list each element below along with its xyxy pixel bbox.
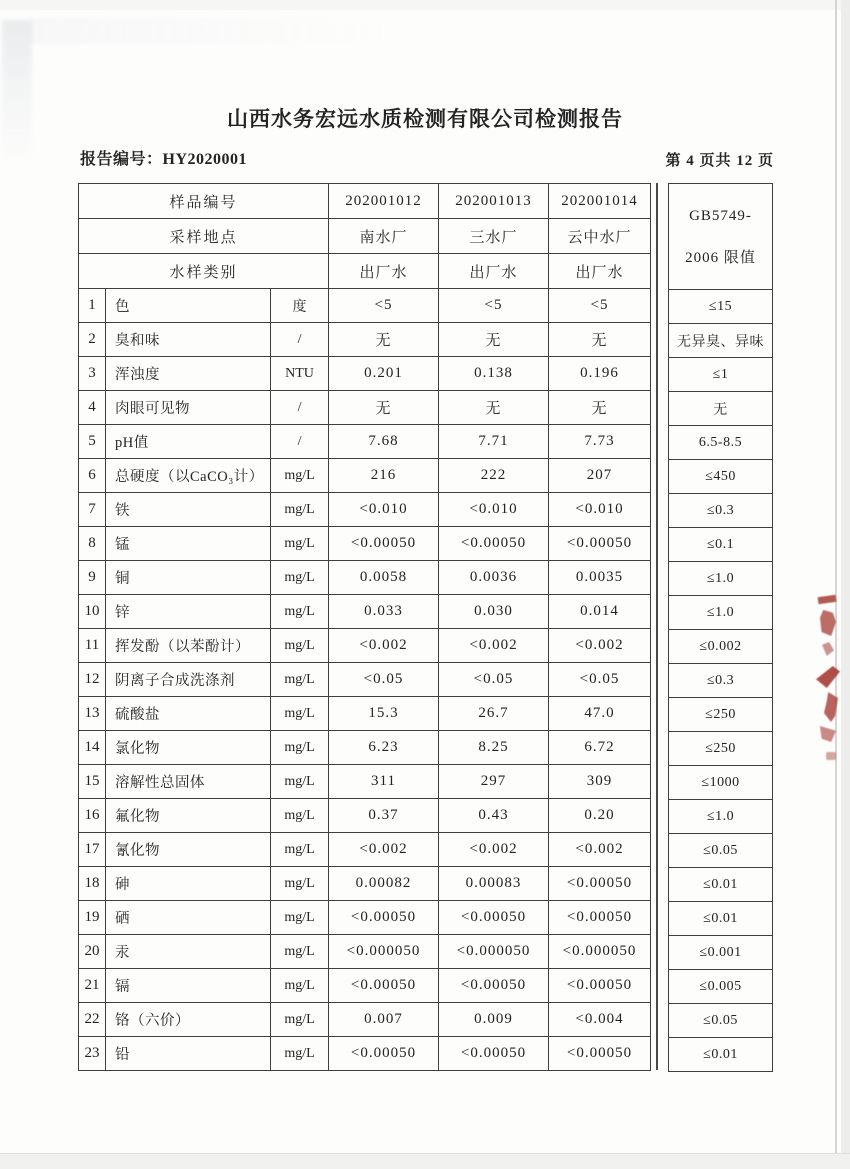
- cell-value: 8.25: [439, 731, 549, 765]
- limit-row: [669, 902, 773, 936]
- limit-row: [669, 494, 773, 528]
- cell-row-number: 9: [79, 561, 106, 595]
- table-row: [79, 1003, 651, 1037]
- cell-value: 6.72: [549, 731, 651, 765]
- table-row: [79, 595, 651, 629]
- cell-value: <0.010: [549, 493, 651, 527]
- header-value-cell: 云中水厂: [549, 219, 651, 254]
- cell-value: <0.00050: [329, 527, 439, 561]
- cell-value: 26.7: [439, 697, 549, 731]
- header-value-cell: 三水厂: [439, 219, 549, 254]
- cell-limit: ≤250: [669, 732, 773, 766]
- limit-row: [669, 732, 773, 766]
- cell-unit: mg/L: [271, 1003, 329, 1037]
- header-value-cell: 202001012: [329, 184, 439, 219]
- cell-value: 6.23: [329, 731, 439, 765]
- cell-row-number: 2: [79, 323, 106, 357]
- limit-row: [669, 290, 773, 324]
- header-row: [79, 254, 651, 289]
- cell-value: <0.002: [549, 629, 651, 663]
- limit-header-line2: 2006 限值: [685, 249, 756, 266]
- cell-value: <0.05: [329, 663, 439, 697]
- cell-row-number: 16: [79, 799, 106, 833]
- cell-unit: mg/L: [271, 459, 329, 493]
- limit-row: [669, 426, 773, 460]
- cell-value: <0.010: [329, 493, 439, 527]
- cell-value: 0.0058: [329, 561, 439, 595]
- cell-parameter: 铁: [106, 493, 271, 527]
- table-row: [79, 425, 651, 459]
- cell-value: <0.00050: [329, 969, 439, 1003]
- table-row: [79, 901, 651, 935]
- cell-row-number: 10: [79, 595, 106, 629]
- cell-value: 7.68: [329, 425, 439, 459]
- cell-value: 0.196: [549, 357, 651, 391]
- cell-row-number: 8: [79, 527, 106, 561]
- table-row: [79, 731, 651, 765]
- table-row: [79, 799, 651, 833]
- cell-unit: mg/L: [271, 697, 329, 731]
- cell-row-number: 6: [79, 459, 106, 493]
- table-row: [79, 833, 651, 867]
- cell-value: 7.73: [549, 425, 651, 459]
- limits-table: [668, 183, 773, 1072]
- table-row: [79, 493, 651, 527]
- cell-value: <0.00050: [439, 1037, 549, 1071]
- cell-value: 0.20: [549, 799, 651, 833]
- cell-unit: /: [271, 323, 329, 357]
- cell-parameter: 锰: [106, 527, 271, 561]
- table-row: [79, 765, 651, 799]
- cell-value: <0.05: [439, 663, 549, 697]
- cell-row-number: 11: [79, 629, 106, 663]
- cell-value: <0.00050: [329, 901, 439, 935]
- cell-limit: ≤250: [669, 698, 773, 732]
- cell-value: 0.014: [549, 595, 651, 629]
- results-table: [78, 183, 651, 1071]
- cell-value: <5: [549, 289, 651, 323]
- cell-value: <0.000050: [439, 935, 549, 969]
- limits-table-body: [669, 184, 773, 1072]
- cell-row-number: 7: [79, 493, 106, 527]
- limit-row: [669, 766, 773, 800]
- cell-parameter: 镉: [106, 969, 271, 1003]
- table-row: [79, 867, 651, 901]
- cell-value: <0.00050: [329, 1037, 439, 1071]
- cell-parameter: 锌: [106, 595, 271, 629]
- table-outer-double-border: [656, 183, 658, 1070]
- cell-unit: mg/L: [271, 595, 329, 629]
- cell-value: 无: [329, 391, 439, 425]
- cell-value: <0.010: [439, 493, 549, 527]
- cell-parameter: 氰化物: [106, 833, 271, 867]
- cell-parameter: 浑浊度: [106, 357, 271, 391]
- cell-value: 0.0035: [549, 561, 651, 595]
- cell-value: 0.00083: [439, 867, 549, 901]
- cell-limit: ≤450: [669, 460, 773, 494]
- scan-artifact-right-edge: [841, 0, 850, 1169]
- cell-row-number: 12: [79, 663, 106, 697]
- cell-value: 0.0036: [439, 561, 549, 595]
- limit-row: [669, 868, 773, 902]
- cell-parameter: 色: [106, 289, 271, 323]
- cell-unit: mg/L: [271, 765, 329, 799]
- cell-unit: NTU: [271, 357, 329, 391]
- table-row: [79, 663, 651, 697]
- header-row: [79, 184, 651, 219]
- cell-limit: ≤0.01: [669, 868, 773, 902]
- cell-parameter: 氯化物: [106, 731, 271, 765]
- header-value-cell: 出厂水: [439, 254, 549, 289]
- header-value-cell: 出厂水: [549, 254, 651, 289]
- cell-value: 0.37: [329, 799, 439, 833]
- cell-limit: ≤0.005: [669, 970, 773, 1004]
- cell-parameter: 臭和味: [106, 323, 271, 357]
- cell-value: <0.000050: [329, 935, 439, 969]
- cell-limit: 无: [669, 392, 773, 426]
- cell-value: 0.030: [439, 595, 549, 629]
- header-value-cell: 202001013: [439, 184, 549, 219]
- cell-limit: 6.5-8.5: [669, 426, 773, 460]
- cell-value: <0.002: [549, 833, 651, 867]
- table-row: [79, 969, 651, 1003]
- limit-row: [669, 324, 773, 358]
- cell-value: 47.0: [549, 697, 651, 731]
- cell-value: <0.002: [329, 833, 439, 867]
- cell-row-number: 3: [79, 357, 106, 391]
- cell-value: <0.00050: [549, 901, 651, 935]
- red-seal-fragment: [810, 592, 844, 767]
- cell-limit: ≤0.01: [669, 902, 773, 936]
- table-row: [79, 935, 651, 969]
- cell-limit: ≤0.1: [669, 528, 773, 562]
- limit-row: [669, 528, 773, 562]
- header-row: [79, 219, 651, 254]
- scan-artifact-vertical-line: [835, 0, 837, 1169]
- cell-unit: mg/L: [271, 731, 329, 765]
- cell-value: <0.002: [329, 629, 439, 663]
- cell-parameter: 砷: [106, 867, 271, 901]
- table-row: [79, 697, 651, 731]
- table-row: [79, 561, 651, 595]
- cell-parameter: 氟化物: [106, 799, 271, 833]
- cell-row-number: 13: [79, 697, 106, 731]
- table-row: [79, 289, 651, 323]
- cell-unit: mg/L: [271, 901, 329, 935]
- cell-value: <0.000050: [549, 935, 651, 969]
- cell-unit: mg/L: [271, 935, 329, 969]
- cell-unit: mg/L: [271, 867, 329, 901]
- table-row: [79, 1037, 651, 1071]
- cell-limit: ≤0.01: [669, 1038, 773, 1072]
- limit-row: [669, 698, 773, 732]
- limit-row: [669, 562, 773, 596]
- cell-value: 297: [439, 765, 549, 799]
- scan-artifact-corner-smudge: [2, 20, 32, 170]
- cell-limit: ≤0.05: [669, 834, 773, 868]
- cell-value: 311: [329, 765, 439, 799]
- cell-value: <0.00050: [439, 969, 549, 1003]
- limit-row: [669, 358, 773, 392]
- cell-parameter: 肉眼可见物: [106, 391, 271, 425]
- cell-row-number: 1: [79, 289, 106, 323]
- page-indicator: 第 4 页共 12 页: [665, 153, 774, 169]
- cell-value: 无: [439, 391, 549, 425]
- cell-value: <0.00050: [549, 969, 651, 1003]
- cell-unit: mg/L: [271, 561, 329, 595]
- cell-unit: mg/L: [271, 969, 329, 1003]
- header-value-cell: 南水厂: [329, 219, 439, 254]
- report-number: 报告编号：HY2020001: [80, 151, 248, 168]
- cell-row-number: 20: [79, 935, 106, 969]
- cell-parameter: 挥发酚（以苯酚计）: [106, 629, 271, 663]
- cell-value: 无: [549, 323, 651, 357]
- cell-parameter: 铅: [106, 1037, 271, 1071]
- cell-value: <5: [329, 289, 439, 323]
- cell-limit: ≤0.3: [669, 494, 773, 528]
- cell-row-number: 17: [79, 833, 106, 867]
- table-row: [79, 391, 651, 425]
- header-value-cell: 出厂水: [329, 254, 439, 289]
- limit-row: [669, 834, 773, 868]
- cell-unit: 度: [271, 289, 329, 323]
- cell-unit: mg/L: [271, 493, 329, 527]
- table-row: [79, 459, 651, 493]
- table-row: [79, 323, 651, 357]
- cell-value: <0.00050: [549, 527, 651, 561]
- cell-value: 0.43: [439, 799, 549, 833]
- cell-value: 无: [329, 323, 439, 357]
- cell-unit: /: [271, 425, 329, 459]
- cell-value: 无: [549, 391, 651, 425]
- cell-value: 0.009: [439, 1003, 549, 1037]
- cell-parameter: pH值: [106, 425, 271, 459]
- cell-value: <0.002: [439, 833, 549, 867]
- cell-value: 216: [329, 459, 439, 493]
- table-row: [79, 527, 651, 561]
- page-title: 山西水务宏远水质检测有限公司检测报告: [227, 107, 623, 131]
- cell-value: <0.00050: [549, 1037, 651, 1071]
- cell-unit: mg/L: [271, 663, 329, 697]
- cell-value: 无: [439, 323, 549, 357]
- limit-header-line1: GB5749-: [689, 207, 752, 224]
- cell-limit: ≤0.05: [669, 1004, 773, 1038]
- cell-row-number: 14: [79, 731, 106, 765]
- cell-value: 207: [549, 459, 651, 493]
- limit-header-cell: [669, 184, 773, 290]
- cell-unit: mg/L: [271, 799, 329, 833]
- cell-value: <0.00050: [439, 901, 549, 935]
- cell-unit: mg/L: [271, 629, 329, 663]
- cell-value: 0.007: [329, 1003, 439, 1037]
- limit-row: [669, 664, 773, 698]
- cell-value: <0.004: [549, 1003, 651, 1037]
- cell-row-number: 4: [79, 391, 106, 425]
- cell-row-number: 23: [79, 1037, 106, 1071]
- table-row: [79, 629, 651, 663]
- cell-value: 0.201: [329, 357, 439, 391]
- cell-value: 15.3: [329, 697, 439, 731]
- cell-limit: ≤15: [669, 290, 773, 324]
- cell-row-number: 21: [79, 969, 106, 1003]
- cell-limit: ≤0.3: [669, 664, 773, 698]
- cell-value: 0.033: [329, 595, 439, 629]
- cell-value: 222: [439, 459, 549, 493]
- cell-value: 7.71: [439, 425, 549, 459]
- scan-artifact-top-smudge: [30, 18, 550, 44]
- limit-row: [669, 800, 773, 834]
- cell-unit: mg/L: [271, 833, 329, 867]
- limit-row: [669, 392, 773, 426]
- header-label-cell: 采样地点: [79, 219, 329, 254]
- cell-parameter: 溶解性总固体: [106, 765, 271, 799]
- cell-row-number: 18: [79, 867, 106, 901]
- main-table-body: [79, 184, 651, 1071]
- cell-limit: ≤1.0: [669, 800, 773, 834]
- cell-value: <0.002: [439, 629, 549, 663]
- cell-parameter: 汞: [106, 935, 271, 969]
- cell-parameter: 硫酸盐: [106, 697, 271, 731]
- cell-row-number: 22: [79, 1003, 106, 1037]
- cell-limit: ≤1.0: [669, 562, 773, 596]
- cell-parameter: 硒: [106, 901, 271, 935]
- cell-value: 309: [549, 765, 651, 799]
- cell-unit: mg/L: [271, 1037, 329, 1071]
- cell-value: 0.00082: [329, 867, 439, 901]
- limit-row: [669, 936, 773, 970]
- cell-value: <5: [439, 289, 549, 323]
- cell-row-number: 5: [79, 425, 106, 459]
- cell-limit: ≤0.002: [669, 630, 773, 664]
- cell-value: 0.138: [439, 357, 549, 391]
- header-value-cell: 202001014: [549, 184, 651, 219]
- limit-row: [669, 630, 773, 664]
- scan-artifact-bottom-edge: [0, 1153, 850, 1169]
- cell-value: <0.05: [549, 663, 651, 697]
- cell-parameter: 阴离子合成洗涤剂: [106, 663, 271, 697]
- cell-parameter: 铜: [106, 561, 271, 595]
- limit-row: [669, 460, 773, 494]
- header-label-cell: 水样类别: [79, 254, 329, 289]
- cell-limit: ≤1: [669, 358, 773, 392]
- cell-parameter: 总硬度（以CaCO₃计）: [106, 459, 271, 493]
- cell-limit: 无异臭、异味: [669, 324, 773, 358]
- cell-limit: ≤1000: [669, 766, 773, 800]
- limit-row: [669, 970, 773, 1004]
- cell-row-number: 15: [79, 765, 106, 799]
- header-label-cell: 样品编号: [79, 184, 329, 219]
- table-row: [79, 357, 651, 391]
- limit-row: [669, 596, 773, 630]
- scan-artifact-top-edge: [0, 0, 850, 10]
- limit-row: [669, 1038, 773, 1072]
- limit-row: [669, 1004, 773, 1038]
- cell-unit: mg/L: [271, 527, 329, 561]
- cell-limit: ≤1.0: [669, 596, 773, 630]
- cell-parameter: 铬（六价）: [106, 1003, 271, 1037]
- cell-value: <0.00050: [549, 867, 651, 901]
- cell-limit: ≤0.001: [669, 936, 773, 970]
- cell-value: <0.00050: [439, 527, 549, 561]
- cell-unit: /: [271, 391, 329, 425]
- cell-row-number: 19: [79, 901, 106, 935]
